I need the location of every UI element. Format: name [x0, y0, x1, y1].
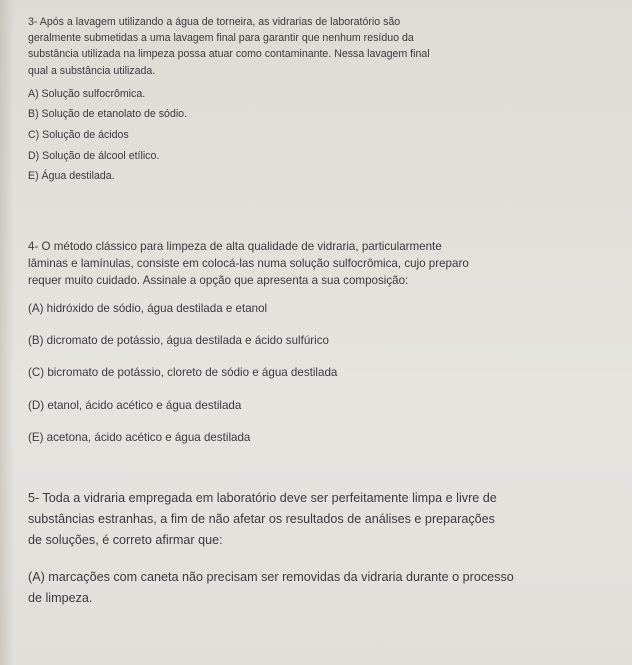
question-3-option-b: B) Solução de etanolato de sódio.: [28, 108, 188, 121]
question-3-option-a: A) Solução sulfocrômica.: [28, 87, 146, 100]
question-5-option-a-line: de limpeza.: [28, 591, 93, 606]
question-5-stem: [28, 488, 624, 550]
question-3-options: [28, 84, 624, 187]
question-5-stem-line: 5- Toda a vidraria empregada em laboratório deve ser perfeitamente limpa e livre de: [28, 491, 497, 505]
question-3: [28, 14, 624, 187]
question-4-option-d: (D) etanol, ácido acético e água destilada: [28, 398, 242, 412]
question-5-stem-line: substâncias estranhas, a fim de não afetar os resultados de análises e preparações: [28, 511, 495, 526]
question-5-stem-line: de soluções, é correto afirmar que:: [28, 532, 223, 547]
question-4-stem-line: lâminas e lamínulas, consiste em colocá-las numa solução sulfocrômica, cujo preparo: [28, 257, 469, 271]
page-edge-shadow: [0, 0, 14, 665]
question-4-option-e: (E) acetona, ácido acético e água destilada: [28, 431, 251, 445]
question-3-option-e: E) Água destilada.: [28, 170, 115, 183]
question-4-option-a: (A) hidróxido de sódio, água destilada e etanol: [28, 301, 268, 315]
question-4-options: [28, 299, 624, 461]
question-4-stem-line: requer muito cuidado. Assinale a opção que apresenta a sua composição:: [28, 274, 409, 288]
question-5: [28, 488, 624, 609]
question-4-stem-line: 4- O método clássico para limpeza de alta qualidade de vidraria, particularmente: [28, 240, 442, 253]
question-3-stem-line: substância utilizada na limpeza possa atuar como contaminante. Nessa lavagem final: [28, 48, 430, 61]
question-4-option-c: (C) bicromato de potássio, cloreto de sódio e água destilada: [28, 366, 338, 380]
question-5-option-a-line: (A) marcações com caneta não precisam ser removidas da vidraria durante o processo: [28, 570, 514, 585]
question-4-option-b: (B) dicromato de potássio, água destilada e ácido sulfúrico: [28, 334, 329, 347]
question-5-option-a: [28, 567, 624, 609]
question-3-stem: [28, 14, 624, 79]
question-4-stem: [28, 238, 624, 290]
question-3-option-c: C) Solução de ácidos: [28, 129, 129, 141]
question-3-stem-line: qual a substância utilizada.: [28, 64, 156, 77]
question-4: [28, 238, 624, 461]
question-3-stem-line: geralmente submetidas a uma lavagem final para garantir que nenhum resíduo da: [28, 32, 414, 45]
question-3-option-d: D) Solução de álcool etílico.: [28, 149, 160, 162]
question-3-stem-line: 3- Após a lavagem utilizando a água de torneira, as vidrarias de laboratório são: [28, 16, 401, 28]
